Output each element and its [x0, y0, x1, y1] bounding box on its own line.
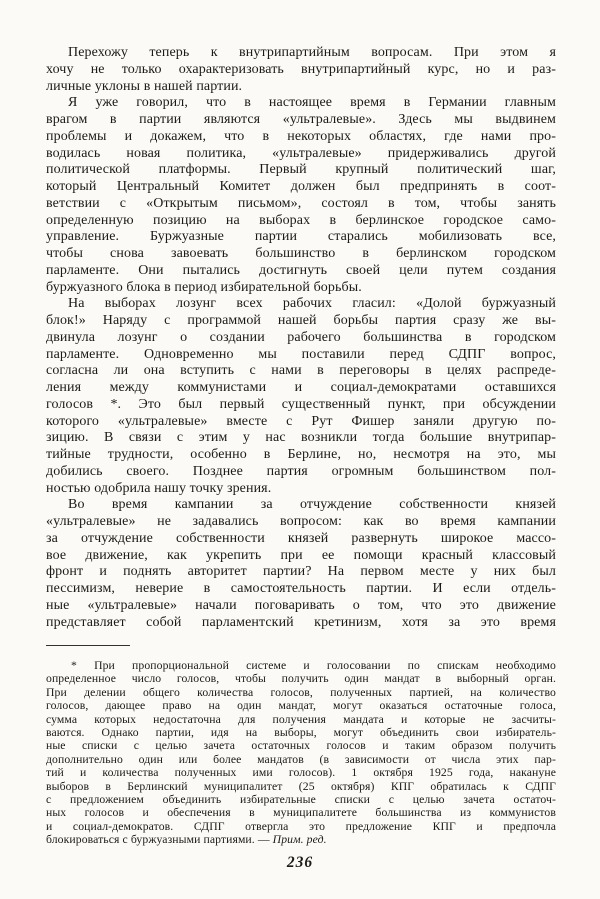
paragraph: [46, 296, 556, 497]
text-line: определенное число голосов, чтобы получить один мандат в выборный орган.: [46, 672, 556, 686]
paragraph: [46, 497, 556, 631]
page-body-text: [46, 45, 556, 631]
text-line: добились своего. Позднее партия огромным большинством пол-: [46, 463, 556, 479]
text-line: выборов в Берлинский муниципалитет (25 октября) КПГ обратилась к СДПГ: [46, 779, 556, 793]
text-line: с предложением объединить избирательные списки с целью зачета остаточ-: [46, 793, 556, 807]
paragraph: [46, 95, 556, 296]
footnote-last-text: блокироваться с буржуазными партиями. —: [46, 833, 273, 847]
text-line: Во время кампании за отчуждение собственности князей: [68, 497, 556, 513]
footnote-separator: [46, 645, 130, 646]
paragraph: [46, 45, 556, 95]
text-line: двинула лозунг о создании рабочего большинства в городском: [46, 329, 556, 345]
text-line: проблемы и докажем, что в некоторых областях, где нами про-: [46, 128, 556, 144]
text-line: «ультралевые» не задавались вопросом: как во время кампании: [46, 514, 556, 529]
text-line: определенную позицию на выборах в берлинское городское само-: [46, 212, 556, 228]
text-line: голосов, дающее право на один мандат, могут оказаться остаточные голоса,: [46, 699, 556, 713]
text-line: которого «ультралевые» вместе с Рут Фишер заняли другую по-: [46, 413, 556, 429]
text-line: водилась новая политика, «ультралевые» придерживались другой: [46, 145, 556, 161]
text-line: голосов *. Это был первый существенный пункт, при обсуждении: [46, 396, 556, 412]
text-line: ления между коммунистами и социал-демократами оставшихся: [46, 380, 556, 395]
footnote-editor-note: Прим. ред.: [272, 833, 327, 847]
text-line: Перехожу теперь к внутрипартийным вопросам. При этом я: [68, 45, 556, 60]
text-line: который Центральный Комитет должен был предпринять в соот-: [46, 179, 556, 194]
text-line: чтобы снова завоевать большинство в берлинском городском: [46, 246, 556, 261]
text-line: управление. Буржуазные партии старались мобилизовать все,: [46, 229, 556, 245]
text-line: ветствии с «Открытым письмом», состоял в том, чтобы занять: [46, 195, 556, 211]
text-line: парламенте. Одновременно мы поставили перед СДПГ вопрос,: [46, 346, 556, 362]
text-line: зицию. В связи с этим у нас возникли тогда большие внутрипар-: [46, 430, 556, 446]
text-line: согласна ли она вступить с нами в переговоры в целях распреде-: [46, 363, 556, 379]
text-line: хочу не только охарактеризовать внутрипартийный курс, но и раз-: [46, 61, 556, 77]
footnote: [46, 659, 556, 847]
text-line: буржуазного блока в период избирательной борьбы.: [46, 279, 362, 295]
text-line: личные уклоны в нашей партии.: [46, 78, 243, 94]
text-line: парламенте. Они пытались достигнуть своей цели путем создания: [46, 262, 556, 278]
text-line: фронт и поднять авторитет партии? На первом месте у них был: [46, 564, 556, 580]
text-line: ные списки с целью зачета остаточных голосов и таким образом получить: [46, 739, 556, 753]
text-line: за отчуждение собственности князей развернуть широкое массо-: [46, 530, 556, 546]
text-line: На выборах лозунг всех рабочих гласил: «Долой буржуазный: [68, 296, 556, 312]
text-line: вое движение, как укрепить при ее помощи красный классовый: [46, 547, 556, 563]
footnote-paragraph: [46, 659, 556, 833]
text-line: ваются. Однако партии, идя на выборы, могут объединить свои избиратель-: [46, 726, 556, 740]
text-line: * При пропорциональной системе и голосовании по спискам необходимо: [71, 659, 556, 672]
text-line: тийные трудности, особенно в Берлине, но, несмотря на это, мы: [46, 447, 556, 462]
text-line: тий и количества полученных ими голосов). 1 октября 1925 года, накануне: [46, 766, 556, 780]
text-line: При делении общего количества голосов, полученных партией, на количество: [46, 685, 556, 699]
text-line: и социал-демократов. СДПГ отвергла это предложение КПГ и предпочла: [46, 819, 556, 833]
text-line: Я уже говорил, что в настоящее время в Германии главным: [68, 95, 556, 111]
footnote-last-line: [46, 833, 556, 846]
text-line: сумма которых недостаточна для получения мандата и которые не засчиты-: [46, 712, 556, 726]
text-line: ных голосов и обеспечения в муниципалитете большинства из коммунистов: [46, 806, 556, 820]
text-line: блок!» Наряду с программой нашей борьбы партия сразу же вы-: [46, 313, 556, 328]
text-line: представляет собой парламентский кретинизм, хотя за это время: [46, 614, 556, 630]
text-line: ные «ультралевые» начали поговаривать о том, что это движение: [46, 597, 556, 613]
text-line: пессимизм, неверие в самостоятельность партии. И если отдель-: [46, 581, 556, 596]
text-line: политической платформы. Первый крупный политический шаг,: [46, 162, 556, 178]
text-line: врагом в партии являются «ультралевые». Здесь мы выдвинем: [46, 112, 556, 127]
page-number: 236: [286, 854, 314, 871]
text-line: дополнительно один или более мандатов (в зависимости от числа этих пар-: [46, 752, 556, 766]
text-line: ностью одобрила нашу точку зрения.: [46, 480, 272, 496]
